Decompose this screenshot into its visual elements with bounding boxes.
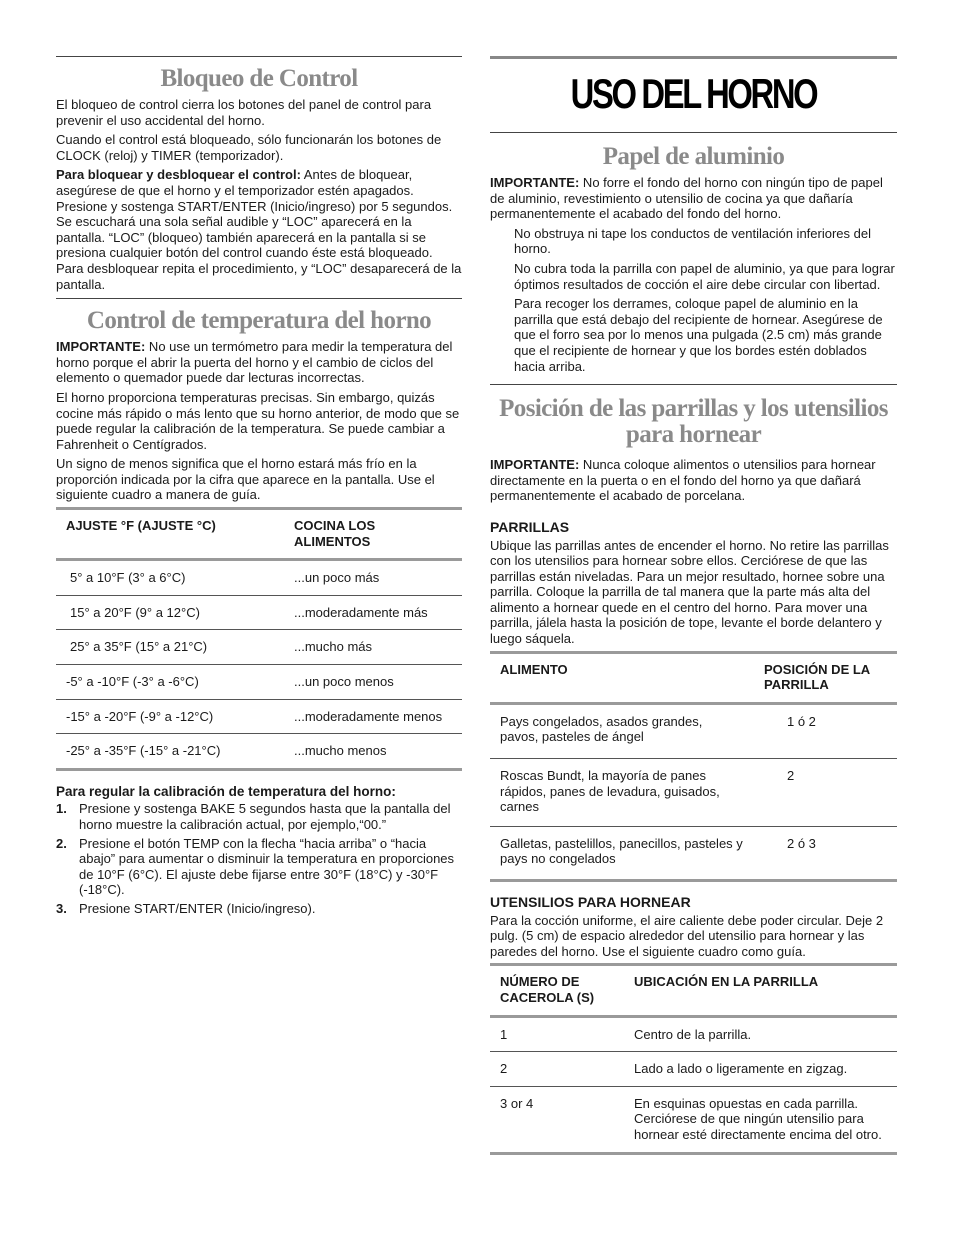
table-cell: Pays congelados, asados grandes, pavos, pasteles de ángel xyxy=(500,713,703,745)
step-number: 2. xyxy=(56,835,67,851)
section-heading-posicion: Posición de las parrillas y los utensilios para hornear xyxy=(499,395,888,449)
table-cell: 2 xyxy=(754,759,897,827)
table-row xyxy=(56,560,462,596)
subheading-parrillas: PARRILLAS xyxy=(490,518,570,535)
table-row xyxy=(490,1086,897,1153)
table-cell: En esquinas opuestas en cada parrilla. Cerciórese de que ningún utensilio para hornear esté directamente encima del otro. xyxy=(624,1086,897,1153)
right-column xyxy=(490,0,897,1155)
table-row xyxy=(490,759,897,827)
list-item: No obstruya ni tape los conductos de ventilación inferiores del horno. xyxy=(514,225,871,257)
table-header: AJUSTE °F (AJUSTE °C) xyxy=(66,518,216,534)
step-number: 1. xyxy=(56,801,67,817)
table-row xyxy=(490,703,897,758)
subheading-utensilios: UTENSILIOS PARA HORNEAR xyxy=(490,894,691,910)
table-row xyxy=(490,1016,897,1052)
paragraph: Un signo de menos significa que el horno estará más frío en la proporción indicada por la cifra que aparece en la pantalla. Use el siguiente cuadro a manera de guía. xyxy=(56,456,435,503)
divider xyxy=(56,56,462,57)
table-row xyxy=(56,699,462,734)
table-cell: Roscas Bundt, la mayoría de panes rápidos, panes de levadura, guisados, carnes xyxy=(490,759,754,827)
rack-position-table xyxy=(490,651,897,882)
bold-label: IMPORTANTE: xyxy=(56,339,146,355)
table-row xyxy=(490,1052,897,1087)
section-heading-aluminio: Papel de aluminio xyxy=(602,143,785,170)
temperature-table xyxy=(56,507,462,771)
table-cell: 1 xyxy=(500,1026,508,1042)
paragraph: Cuando el control está bloqueado, sólo funcionarán los botones de CLOCK (reloj) y TIMER (temporizador). xyxy=(56,132,442,163)
bold-label: IMPORTANTE: xyxy=(490,457,580,473)
paragraph xyxy=(490,457,897,504)
list-item xyxy=(56,836,462,898)
paragraph-text: Antes de bloquear, asegúrese de que el horno y el temporizador estén apagados. Presione y sostenga START/ENTER (Inicio/ingreso) por 5 segundos. Se escuchará una sola señal audible y “LOC” aparecerá en la pantalla. “LOC” (bloqueo) también aparecerá en la pantalla si se presiona cualquier botón del control cuando éste está bloqueado. Para desbloquear repita el procedimiento, y “LOC” desaparecerá de la pantalla. xyxy=(56,167,462,292)
paragraph-text: No forre el fondo del horno con ningún tipo de papel de aluminio, revestimiento o utensilio de cocina ya que dañaría permanentemente el acabado del fondo del horno. xyxy=(490,175,883,222)
paragraph-text: Nunca coloque alimentos o utensilios para hornear directamente en la puerta o en el fondo del horno ya que dañará permanentemente el acabado de porcelana. xyxy=(490,457,876,504)
list-item xyxy=(56,801,462,832)
step-number: 3. xyxy=(56,900,67,916)
step-text: Presione START/ENTER (Inicio/ingreso). xyxy=(79,900,316,916)
step-text: Presione el botón TEMP con la flecha “hacia arriba” o “hacia abajo” para aumentar o disminuir la temperatura en proporciones de 10°F (6°C). El ajuste debe fijarse entre 30°F (18°C) y -30°F (-18°C). xyxy=(79,835,455,898)
page-title: USO DEL HORNO xyxy=(570,70,817,117)
list-item: No cubra toda la parrilla con papel de aluminio, ya que para lograr óptimos resultados de cocción el aire debe circular con libertad. xyxy=(514,260,895,292)
step-text: Presione y sostenga BAKE 5 segundos hasta que la pantalla del horno muestre la calibración actual, por ejemplo,“00.” xyxy=(79,801,451,832)
table-cell: Galletas, pastelillos, panecillos, pasteles y pays no congelados xyxy=(490,826,754,880)
table-cell: 25° a 35°F (15° a 21°C) xyxy=(56,630,284,665)
table-header: POSICIÓN DE LA PARRILLA xyxy=(764,661,870,693)
table-cell: 5° a 10°F (3° a 6°C) xyxy=(70,570,186,586)
divider xyxy=(490,132,897,133)
table-cell: -15° a -20°F (-9° a -12°C) xyxy=(56,699,284,734)
list-item: Para recoger los derrames, coloque papel de aluminio en la parrilla que está debajo del recipiente de hornear. Asegúrese de que el forro sea por lo menos una pulgada (2.5 cm) más grande que el recipiente de hornear y que los bordes estén doblados hacia arriba. xyxy=(514,296,883,374)
table-header-row xyxy=(56,509,462,560)
paragraph xyxy=(56,339,462,386)
list-item xyxy=(56,901,462,917)
divider xyxy=(490,56,897,59)
paragraph-text: No use un termómetro para medir la temperatura del horno porque el abrir la puerta del horno y el cambio de ciclos del elemento o quemador puede dar lecturas incorrectas. xyxy=(56,339,453,386)
table-cell: 1 ó 2 xyxy=(787,713,816,729)
table-row xyxy=(56,630,462,665)
table-cell: ...moderadamente más xyxy=(284,595,462,630)
left-column xyxy=(56,0,462,920)
table-cell: ...un poco menos xyxy=(284,665,462,700)
paragraph: Ubique las parrillas antes de encender el horno. No retire las parrillas con los utensilios para hornear sobre ellos. Cerciórese de que las parrillas están niveladas. Para un mejor resultado, hornee sobre una parrilla. Coloque la parrilla de tal manera que la parte más alta del alimento a hornear quede en el centro del horno. Para mover una parrilla, jálela hasta la posición de tope, levante el borde delantero y luego sáquela. xyxy=(490,537,889,647)
table-row xyxy=(56,734,462,770)
table-cell: ...un poco más xyxy=(294,570,380,586)
paragraph: El bloqueo de control cierra los botones del panel de control para prevenir el uso accidental del horno. xyxy=(56,97,432,128)
table-header-row xyxy=(490,965,897,1016)
divider xyxy=(490,384,897,385)
steps-heading: Para regular la calibración de temperatura del horno: xyxy=(56,783,396,799)
table-header: UBICACIÓN EN LA PARRILLA xyxy=(634,974,819,990)
table-row xyxy=(56,665,462,700)
table-cell: Lado a lado o ligeramente en zigzag. xyxy=(624,1052,897,1087)
bold-label: Para bloquear y desbloquear el control: xyxy=(56,167,301,183)
table-cell: 3 or 4 xyxy=(490,1086,624,1153)
paragraph xyxy=(490,175,897,222)
table-cell: Centro de la parrilla. xyxy=(634,1026,752,1042)
paragraph: Para la cocción uniforme, el aire caliente debe poder circular. Deje 2 pulg. (5 cm) de espacio alrededor del utensilio para hornear y las paredes del horno. Use el siguiente cuadro como guía. xyxy=(490,912,884,959)
table-header: COCINA LOS ALIMENTOS xyxy=(294,518,376,549)
table-cell: 2 xyxy=(490,1052,624,1087)
pan-position-table xyxy=(490,963,897,1154)
steps-list xyxy=(56,801,462,916)
table-row xyxy=(490,826,897,880)
section-heading-temperatura: Control de temperatura del horno xyxy=(86,307,432,335)
paragraph: El horno proporciona temperaturas precisas. Sin embargo, quizás cocine más rápido o más lento que su horno anterior, de modo que se puede regular la calibración de la temperatura. Se puede cambiar a Fahrenheit o Centígrados. xyxy=(56,389,460,452)
bold-label: IMPORTANTE: xyxy=(490,175,580,190)
table-cell: -25° a -35°F (-15° a -21°C) xyxy=(56,734,284,770)
table-row xyxy=(56,595,462,630)
table-cell: 15° a 20°F (9° a 12°C) xyxy=(56,595,284,630)
table-cell: -5° a -10°F (-3° a -6°C) xyxy=(56,665,284,700)
table-header: ALIMENTO xyxy=(500,661,568,677)
table-cell: ...mucho más xyxy=(284,630,462,665)
table-cell: ...moderadamente menos xyxy=(284,699,462,734)
table-cell: 2 ó 3 xyxy=(754,826,897,880)
table-cell: ...mucho menos xyxy=(284,734,462,770)
divider xyxy=(56,298,462,299)
table-header: NÚMERO DE CACEROLA (S) xyxy=(500,974,595,1005)
paragraph xyxy=(56,167,462,292)
section-heading-bloqueo: Bloqueo de Control xyxy=(160,65,358,92)
table-header-row xyxy=(490,652,897,703)
